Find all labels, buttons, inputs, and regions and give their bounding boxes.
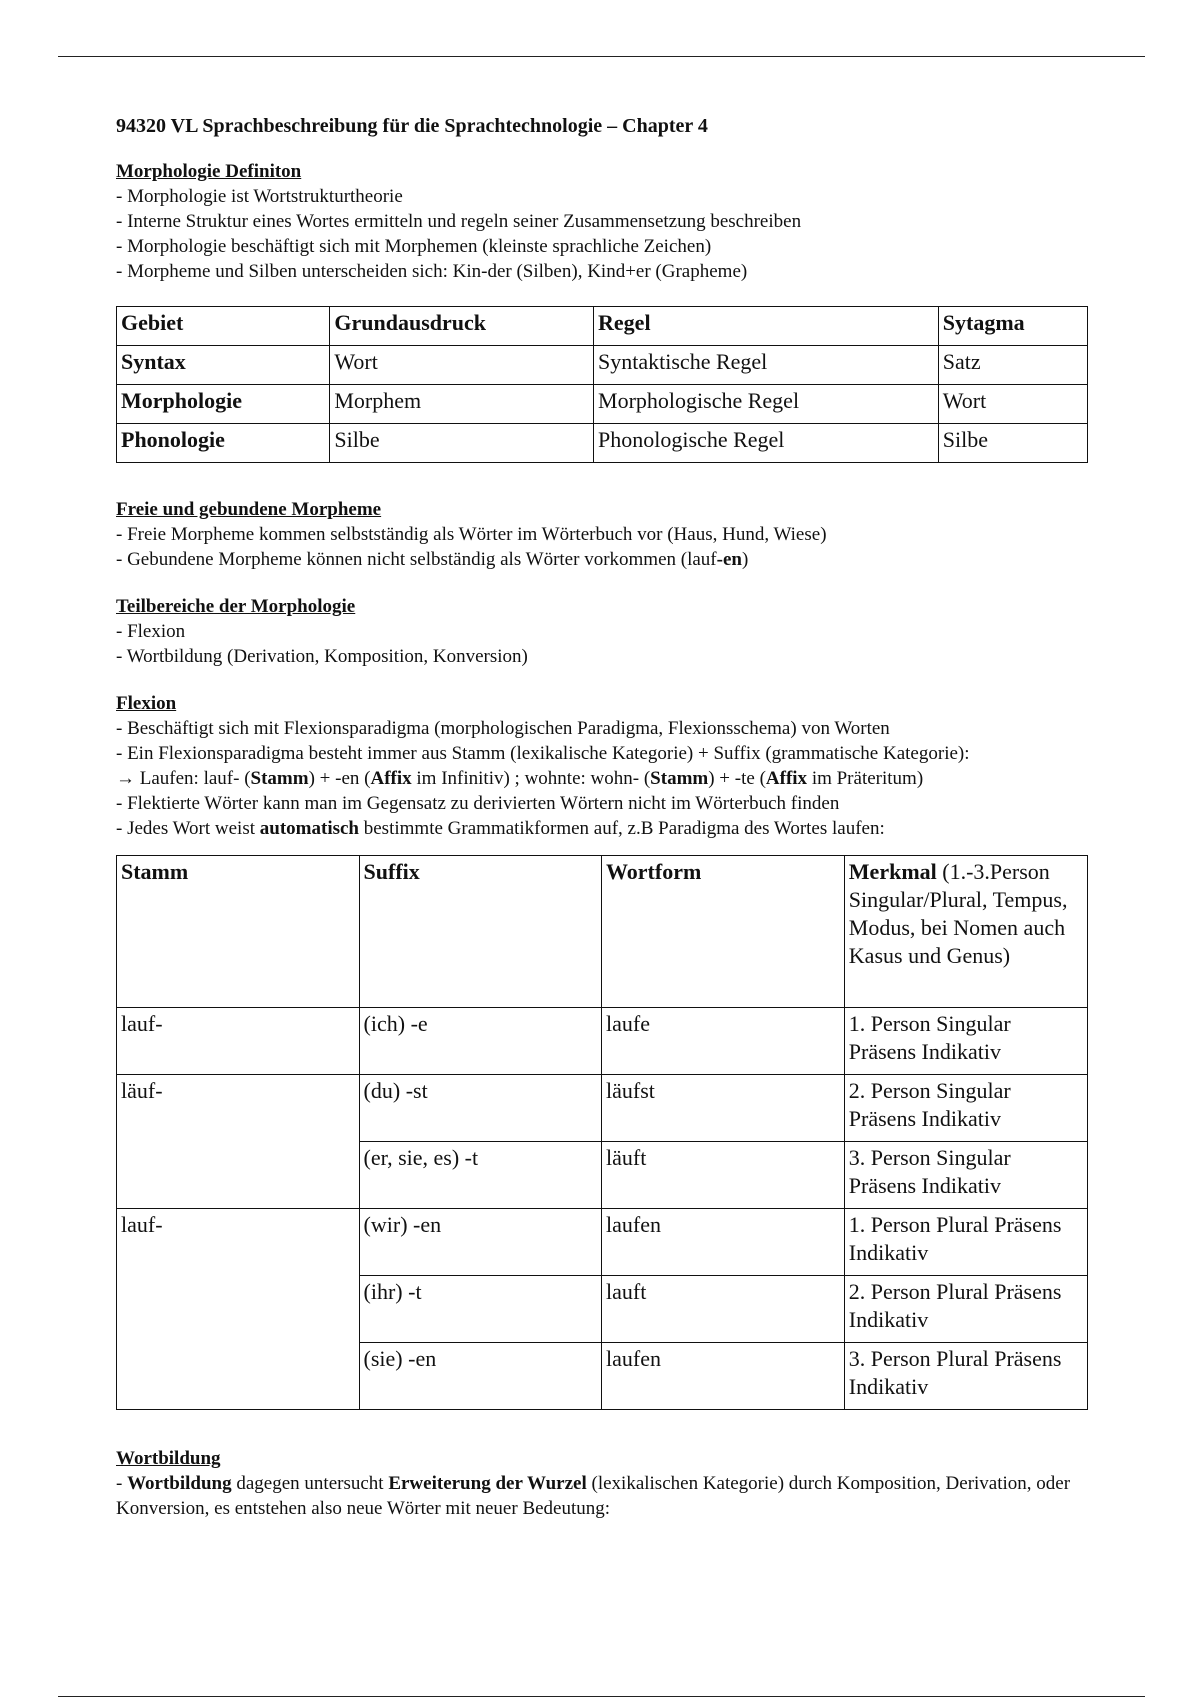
table-cell: laufen [602, 1343, 845, 1410]
table-cell: Wort [938, 385, 1087, 424]
table-header-row [117, 307, 1088, 346]
document-body [116, 113, 1096, 1543]
table-cell: Phonologie [117, 424, 330, 463]
example-line: → Laufen: lauf- (Stamm) + -en (Affix im Infinitiv) ; wohnte: wohn- (Stamm) + -te (Affix im Präteritum) [116, 768, 924, 789]
table-cell: (du) -st [359, 1075, 601, 1142]
text-line: - Morpheme und Silben unterscheiden sich: Kin-der (Silben), Kind+er (Grapheme) [116, 261, 748, 282]
table-header-cell: Regel [594, 307, 939, 346]
section-heading: Flexion [116, 693, 177, 714]
text-line: - Beschäftigt sich mit Flexionsparadigma (morphologischen Paradigma, Flexionsschema) von Worten [116, 718, 890, 739]
table-row [117, 1075, 1088, 1142]
table-cell: Syntax [117, 346, 330, 385]
table-cell: 1. Person Singular Präsens Indikativ [844, 1008, 1087, 1075]
table-header-cell: Suffix [359, 856, 601, 1008]
table-cell: Satz [938, 346, 1087, 385]
table-cell: lauf- [117, 1209, 360, 1410]
table-cell: läufst [602, 1075, 845, 1142]
table-cell: Morphologie [117, 385, 330, 424]
section-heading: Freie und gebundene Morpheme [116, 499, 382, 520]
table-cell: Silbe [330, 424, 594, 463]
section-areas [116, 594, 1096, 669]
table-cell: laufe [602, 1008, 845, 1075]
text-line: - Flektierte Wörter kann man im Gegensatz zu derivierten Wörtern nicht im Wörterbuch finden [116, 793, 840, 814]
text-line: - Wortbildung (Derivation, Komposition, Konversion) [116, 646, 528, 667]
table-row [117, 385, 1088, 424]
table-header-row [117, 856, 1088, 1008]
table-cell: (er, sie, es) -t [359, 1142, 601, 1209]
table-row [117, 346, 1088, 385]
table-cell: (ihr) -t [359, 1276, 601, 1343]
table-header-cell: Merkmal (1.-3.Person Singular/Plural, Tempus, Modus, bei Nomen auch Kasus und Genus) [844, 856, 1087, 1008]
section-definition [116, 159, 1096, 284]
text-line: - Flexion [116, 621, 186, 642]
table-cell: lauf- [117, 1008, 360, 1075]
table-cell: 2. Person Singular Präsens Indikativ [844, 1075, 1087, 1142]
table-row [117, 424, 1088, 463]
table-cell: laufen [602, 1209, 845, 1276]
section-free-bound-morphemes [116, 497, 1096, 572]
section-heading: Morphologie Definiton [116, 161, 302, 182]
table-cell: (wir) -en [359, 1209, 601, 1276]
text-line: - Freie Morpheme kommen selbstständig als Wörter im Wörterbuch vor (Haus, Hund, Wiese) [116, 524, 827, 545]
table-cell: läuft [602, 1142, 845, 1209]
text-line: - Gebundene Morpheme können nicht selbständig als Wörter vorkommen (lauf-en) [116, 549, 749, 570]
table-cell: Silbe [938, 424, 1087, 463]
table-cell: 1. Person Plural Präsens Indikativ [844, 1209, 1087, 1276]
text-line: - Interne Struktur eines Wortes ermitteln und regeln seiner Zusammensetzung beschreiben [116, 211, 802, 232]
section-flexion [116, 691, 1096, 841]
table-cell: Wort [330, 346, 594, 385]
text-line: - Morphologie beschäftigt sich mit Morphemen (kleinste sprachliche Zeichen) [116, 236, 712, 257]
table-cell: Syntaktische Regel [594, 346, 939, 385]
text-line: - Morphologie ist Wortstrukturtheorie [116, 186, 403, 207]
table-cell: Morphologische Regel [594, 385, 939, 424]
text-line: - Wortbildung dagegen untersucht Erweiterung der Wurzel (lexikalischen Kategorie) durch Komposition, Derivation, oder Konversion, es entstehen also neue Wörter mit neuer Bedeutung: [116, 1473, 1071, 1519]
table-header-cell: Sytagma [938, 307, 1087, 346]
table-header-cell: Gebiet [117, 307, 330, 346]
table-paradigm-laufen [116, 855, 1088, 1410]
table-morphology-areas [116, 306, 1088, 463]
table-row [117, 1008, 1088, 1075]
table-cell: 3. Person Singular Präsens Indikativ [844, 1142, 1087, 1209]
header-rule [58, 56, 1145, 57]
table-cell: 3. Person Plural Präsens Indikativ [844, 1343, 1087, 1410]
table-header-cell: Wortform [602, 856, 845, 1008]
text-line: - Jedes Wort weist automatisch bestimmte Grammatikformen auf, z.B Paradigma des Wortes laufen: [116, 818, 885, 839]
footer-rule [58, 1696, 1145, 1697]
document-title: 94320 VL Sprachbeschreibung für die Sprachtechnologie – Chapter 4 [116, 115, 708, 137]
table-cell: Phonologische Regel [594, 424, 939, 463]
table-cell: lauft [602, 1276, 845, 1343]
section-heading: Wortbildung [116, 1448, 221, 1469]
table-cell: (ich) -e [359, 1008, 601, 1075]
table-cell: läuf- [117, 1075, 360, 1209]
section-heading: Teilbereiche der Morphologie [116, 596, 356, 617]
table-cell: (sie) -en [359, 1343, 601, 1410]
text-line: - Ein Flexionsparadigma besteht immer aus Stamm (lexikalische Kategorie) + Suffix (grammatische Kategorie): [116, 743, 970, 764]
table-row [117, 1209, 1088, 1276]
table-header-cell: Grundausdruck [330, 307, 594, 346]
table-cell: Morphem [330, 385, 594, 424]
section-wortbildung [116, 1446, 1096, 1521]
table-header-cell: Stamm [117, 856, 360, 1008]
table-cell: 2. Person Plural Präsens Indikativ [844, 1276, 1087, 1343]
